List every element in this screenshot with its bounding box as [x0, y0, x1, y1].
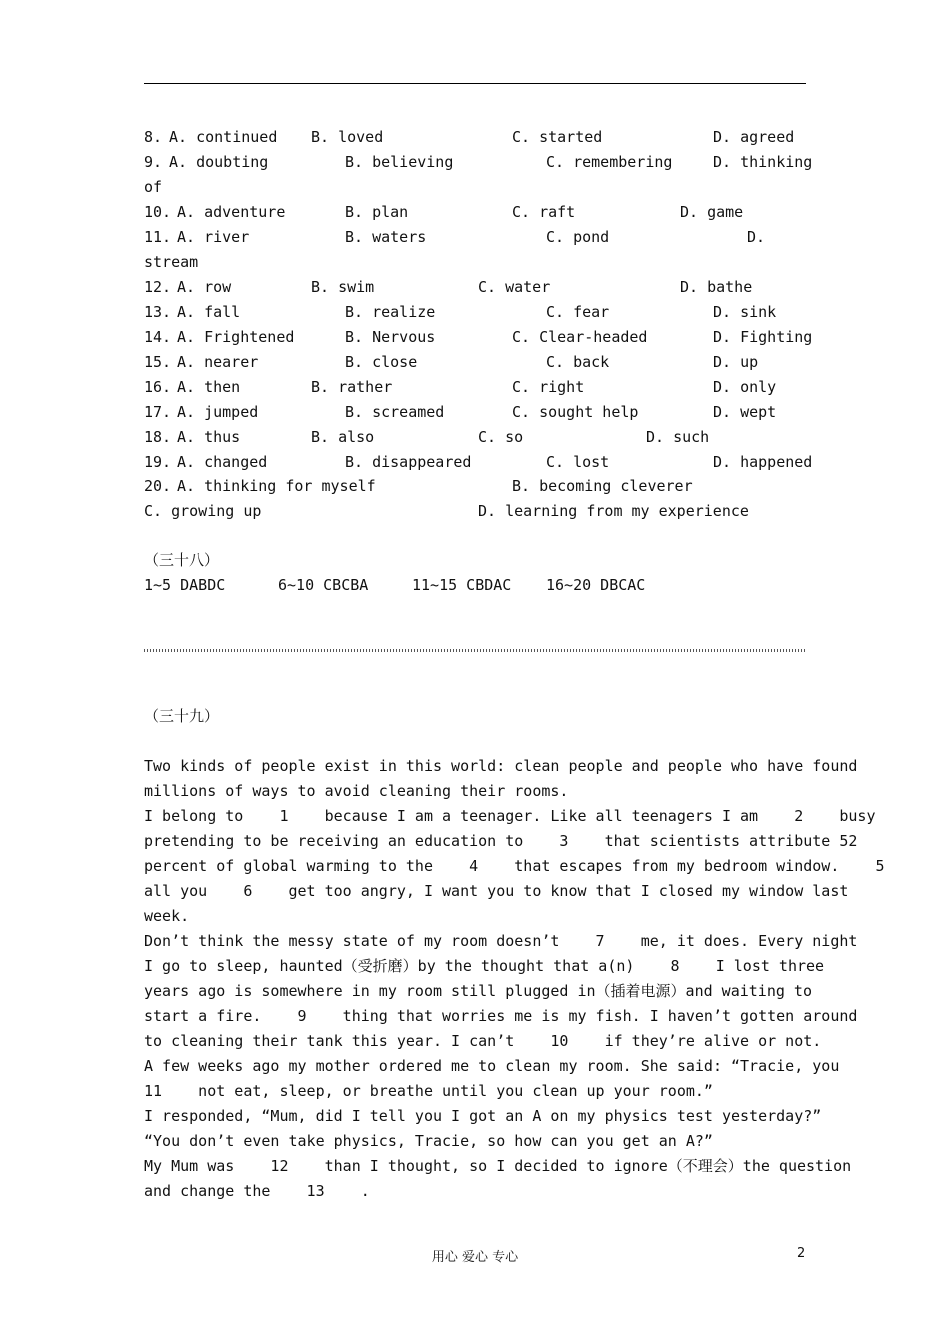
option-b: B. plan [345, 203, 409, 221]
question-number: 15. [144, 353, 172, 371]
option-c: C. water [478, 278, 551, 296]
passage-line: percent of global warming to the 4 that escapes from my bedroom window. 5 [144, 857, 885, 875]
option-a: A. fall [177, 303, 241, 321]
option-b: B. loved [311, 128, 384, 146]
option-d: D. agreed [713, 128, 795, 146]
answer-group: 16~20 DBCAC [546, 576, 646, 594]
option-d: D. only [713, 378, 777, 396]
question-number: 19. [144, 453, 172, 471]
passage-line: 11 not eat, sleep, or breathe until you clean up your room.” [144, 1082, 713, 1100]
passage-line: I go to sleep, haunted（受折磨）by the thought that a(n) 8 I lost three [144, 957, 825, 975]
option-d: D. sink [713, 303, 777, 321]
option-d: D. happened [713, 453, 813, 471]
passage-line: Two kinds of people exist in this world: clean people and people who have found [144, 757, 858, 775]
option-a: A. changed [177, 453, 268, 471]
option-a: A. nearer [177, 353, 259, 371]
question-number: 8. [144, 128, 163, 146]
option-d: D. up [713, 353, 759, 371]
answer-section-title: （三十八） [144, 551, 220, 569]
option-d: D. Fighting [713, 328, 813, 346]
question-number: 11. [144, 228, 172, 246]
option-d: D. bathe [680, 278, 753, 296]
passage-line: and change the 13 . [144, 1182, 370, 1200]
option-a: A. doubting [169, 153, 269, 171]
question-number: 12. [144, 278, 172, 296]
passage-line: My Mum was 12 than I thought, so I decided to ignore（不理会）the question [144, 1157, 852, 1175]
option-a: A. then [177, 378, 241, 396]
passage-line: start a fire. 9 thing that worries me is my fish. I haven’t gotten around [144, 1007, 858, 1025]
passage-line: all you 6 get too angry, I want you to know that I closed my window last [144, 882, 849, 900]
option-b: B. waters [345, 228, 427, 246]
option-c: C. lost [546, 453, 610, 471]
option-continuation: stream [144, 253, 199, 271]
answer-group: 1~5 DABDC [144, 576, 226, 594]
option-c: C. started [512, 128, 603, 146]
passage-line: millions of ways to avoid cleaning their rooms. [144, 782, 569, 800]
passage-title: （三十九） [144, 707, 220, 725]
question-number: 10. [144, 203, 172, 221]
option-a: A. river [177, 228, 250, 246]
passage-line: A few weeks ago my mother ordered me to clean my room. She said: “Tracie, you [144, 1057, 840, 1075]
answer-group: 11~15 CBDAC [412, 576, 512, 594]
option-a: A. Frightened [177, 328, 295, 346]
option-a: A. adventure [177, 203, 286, 221]
answer-group: 6~10 CBCBA [278, 576, 369, 594]
option-a: A. thus [177, 428, 241, 446]
option-b: B. realize [345, 303, 436, 321]
option-a: A. jumped [177, 403, 259, 421]
option-a: A. row [177, 278, 232, 296]
question-number: 14. [144, 328, 172, 346]
passage-line: I responded, “Mum, did I tell you I got an A on my physics test yesterday?” [144, 1107, 822, 1125]
option-a: A. thinking for myself [177, 477, 376, 495]
option-c: C. Clear-headed [512, 328, 648, 346]
option-b: B. close [345, 353, 418, 371]
option-b: B. also [311, 428, 375, 446]
option-continuation: of [144, 178, 163, 196]
option-b: B. screamed [345, 403, 445, 421]
option-b: B. believing [345, 153, 454, 171]
option-b: B. disappeared [345, 453, 472, 471]
option-c: C. pond [546, 228, 610, 246]
option-d: D. game [680, 203, 744, 221]
passage-line: “You don’t even take physics, Tracie, so how can you get an A?” [144, 1132, 713, 1150]
option-a: A. continued [169, 128, 278, 146]
option-c: C. back [546, 353, 610, 371]
passage-line: years ago is somewhere in my room still plugged in（插着电源）and waiting to [144, 982, 812, 1000]
footer-motto: 用心 爱心 专心 [431, 1250, 519, 1265]
question-number: 18. [144, 428, 172, 446]
passage-line: pretending to be receiving an education to 3 that scientists attribute 52 [144, 832, 858, 850]
option-c: C. right [512, 378, 585, 396]
option-d: D. [747, 228, 766, 246]
option-c: C. raft [512, 203, 576, 221]
option-b: B. swim [311, 278, 375, 296]
passage-line: I belong to 1 because I am a teenager. Like all teenagers I am 2 busy [144, 807, 876, 825]
option-b: B. becoming cleverer [512, 477, 693, 495]
question-number: 13. [144, 303, 172, 321]
option-d: D. wept [713, 403, 777, 421]
option-c: C. fear [546, 303, 610, 321]
option-d: D. thinking [713, 153, 813, 171]
option-c: C. growing up [144, 502, 262, 520]
header-rule [144, 83, 806, 84]
question-number: 16. [144, 378, 172, 396]
option-d: D. learning from my experience [478, 502, 749, 520]
option-c: C. so [478, 428, 524, 446]
option-b: B. Nervous [345, 328, 436, 346]
question-number: 20. [144, 477, 172, 495]
question-number: 17. [144, 403, 172, 421]
option-c: C. sought help [512, 403, 639, 421]
page-number: 2 [797, 1246, 806, 1261]
question-number: 9. [144, 153, 163, 171]
option-c: C. remembering [546, 153, 673, 171]
option-b: B. rather [311, 378, 393, 396]
passage-line: Don’t think the messy state of my room doesn’t 7 me, it does. Every night [144, 932, 858, 950]
passage-line: week. [144, 907, 190, 925]
passage-line: to cleaning their tank this year. I can’t 10 if they’re alive or not. [144, 1032, 822, 1050]
section-divider [144, 649, 806, 652]
option-d: D. such [646, 428, 710, 446]
